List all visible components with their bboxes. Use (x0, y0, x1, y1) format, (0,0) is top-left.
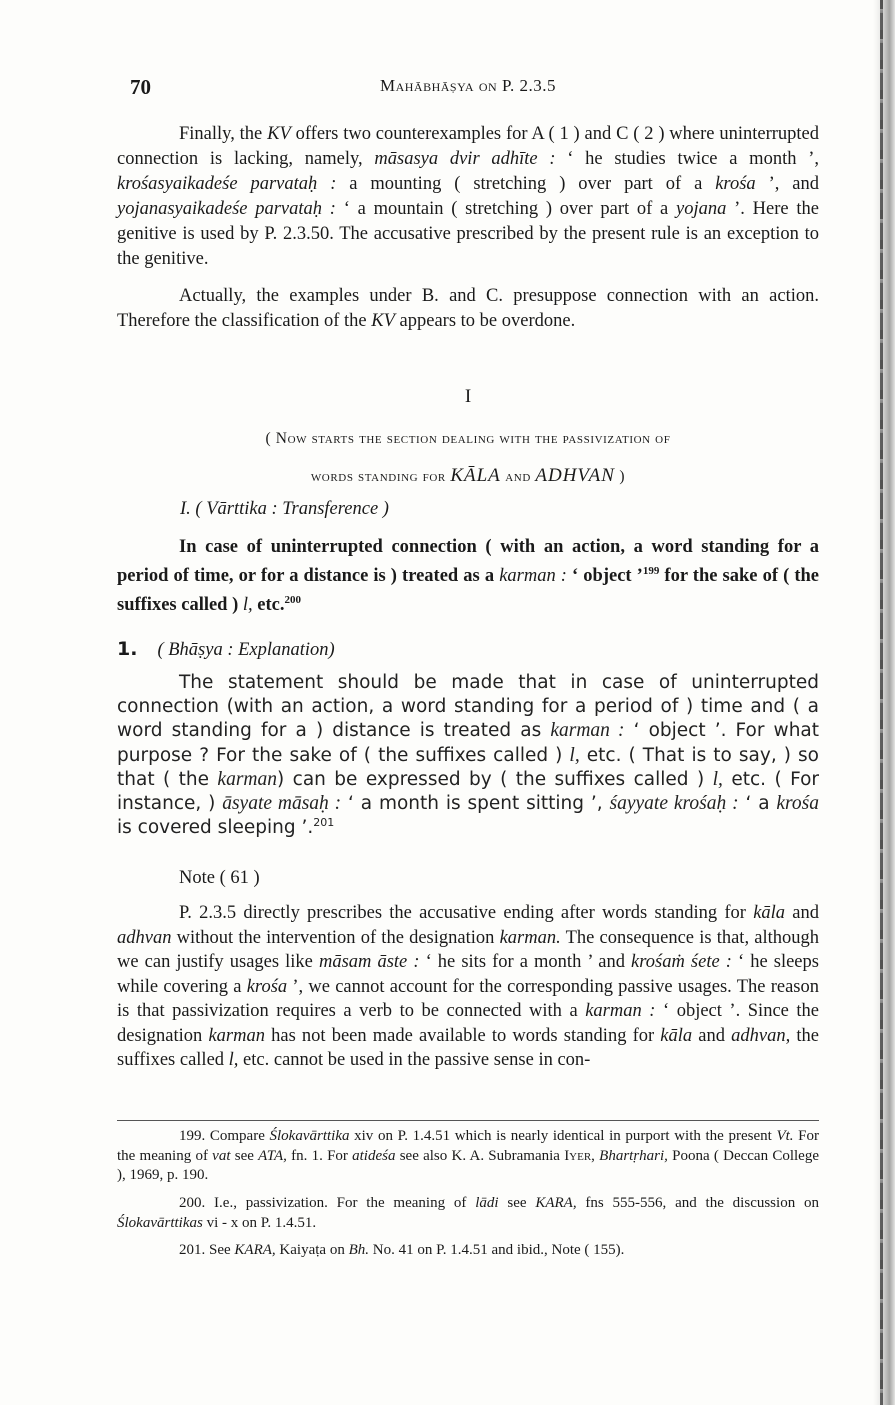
fn-italic: Bh. (348, 1242, 369, 1258)
running-title (118, 76, 818, 96)
binding-edge-line (880, 0, 883, 1405)
bhasya-example: śayyate krośaḥ : (609, 793, 739, 815)
p1-text: Finally, the (179, 124, 268, 144)
p1-term: yojana (676, 199, 727, 219)
varttika-body: etc. (252, 595, 285, 615)
fn-text: No. 41 on P. 1.4.51 and ibid., Note ( 155). (368, 1242, 625, 1258)
fn-italic: atideśa (352, 1147, 396, 1164)
note-term: adhvan (117, 927, 172, 948)
varttika-karman: karman : (499, 566, 567, 586)
section-roman-numeral: I (464, 386, 472, 407)
note-label: Note ( 61 ) (179, 868, 260, 888)
p1-text: a mounting ( stretching ) over part of a (336, 174, 716, 194)
bhasya-text: The statement should be made that in case of uninterrupted connection (with an action, a word standing for a period of ) time and ( a word standing for a ) distance is treated as (117, 672, 819, 742)
bhasya-term: l, (569, 744, 580, 766)
bhasya-term: karman (217, 768, 277, 790)
note-term: karman : (585, 1001, 656, 1021)
section-title-kala: KĀLA (450, 465, 501, 486)
note-text: ‘ object ’. Since the designation (117, 1001, 820, 1046)
note-text: and (785, 903, 819, 923)
fn-text: 200. I.e., passivization. For the meaning of (179, 1195, 476, 1211)
bhasya-text: etc. ( For instance, ) (117, 768, 819, 815)
note-paragraph (117, 901, 819, 1073)
section-title-line2 (117, 457, 819, 495)
fn-text: fn. 1. For (286, 1147, 353, 1164)
note-example: māsam āste : (318, 952, 420, 972)
note-example: krośaṁ śete : (631, 952, 732, 972)
note-text: without the intervention of the designation (171, 927, 500, 948)
section-title-adhvan: ADHVAN (535, 465, 615, 486)
footnote-ref-201[interactable]: 201 (313, 816, 335, 830)
note-text: P. 2.3.5 directly prescribes the accusative ending after words standing for (179, 903, 754, 923)
note-term: kāla (660, 1025, 693, 1046)
bhasya-label (117, 638, 335, 661)
bhasya-term: karman : (550, 720, 625, 742)
p2-text: Actually, the examples under B. and C. presuppose connection with an action. Therefore the classification of the (117, 286, 819, 331)
note-text: ’, we cannot account for the corresponding passive usages. The reason is that passivization requires a verb to be connected with a (117, 976, 819, 1021)
section-title-line1: ( Now starts the section dealing with the passivization of (265, 430, 671, 447)
bhasya-term: krośa (776, 793, 820, 815)
running-header (118, 75, 818, 101)
page-edge-shadow (873, 0, 895, 1405)
fn-italic: KARA, (535, 1195, 577, 1211)
fn-text: Poona ( Deccan College ), 1969, p. 190. (117, 1147, 819, 1183)
fn-text: xiv on P. 1.4.51 which is nearly identical in purport with the present (349, 1128, 777, 1144)
fn-text: vi - x on P. 1.4.51. (202, 1214, 317, 1231)
fn-italic: ATA, (258, 1147, 287, 1164)
note-text: ‘ he sits for a month ’ and (419, 952, 632, 972)
p1-term: krośa (715, 174, 756, 194)
note-text: the suffixes called (117, 1025, 819, 1070)
running-title-rule: P. 2.3.5 (501, 76, 557, 95)
bhasya-number: 1. (117, 638, 138, 660)
bhasya-text: ‘ object ’. For what purpose ? For the sake of ( the suffixes called ) (117, 720, 820, 766)
paragraph-classification (117, 284, 819, 334)
note-term: adhvan, (731, 1025, 791, 1046)
bhasya-explanation (117, 671, 819, 840)
varttika-label: I. ( Vārttika : Transference ) (180, 499, 389, 519)
section-title-and: and (500, 468, 536, 485)
bhasya-text: ‘ a (738, 793, 777, 815)
p1-text: ’, and (755, 174, 819, 194)
bhasya-example: āsyate māsaḥ : (222, 793, 342, 815)
p1-text: offers two counterexamples for A ( 1 ) and C ( 2 ) where uninterrupted connection is lacking, namely, (117, 124, 819, 169)
fn-text: Kaiyaṭa on (275, 1242, 349, 1258)
footnote-200 (117, 1194, 819, 1233)
p1-example: māsasya dvir adhīte : (374, 149, 556, 169)
fn-text: see (498, 1195, 536, 1211)
fn-text: 201. See (179, 1242, 235, 1258)
varttika-body: ‘ object ’ (566, 566, 643, 586)
footnote-ref-200[interactable]: 200 (284, 593, 301, 606)
note-term: karman. (499, 927, 561, 948)
fn-italic: Ślokavārttikas (117, 1214, 203, 1231)
bhasya-text: is covered sleeping ’. (117, 817, 314, 839)
varttika-l: l, (242, 595, 253, 615)
fn-italic: vat (212, 1147, 231, 1164)
note-term: karman (208, 1025, 265, 1046)
note-text: etc. cannot be used in the passive sense in con- (238, 1050, 591, 1070)
section-title (117, 420, 819, 495)
p1-text: ‘ he studies twice a month ’, (555, 149, 819, 169)
bhasya-text: etc. ( That is to say, ) so that ( the (117, 744, 819, 790)
fn-text: For the meaning of (117, 1128, 820, 1164)
section-title-words: words standing for (310, 468, 451, 485)
footnote-ref-199[interactable]: 199 (642, 564, 660, 577)
fn-italic: Ślokavārttika (269, 1128, 350, 1144)
running-title-main: Mahābhāṣya on (379, 76, 498, 95)
section-title-close: ) (614, 468, 626, 485)
fn-author: Iyer, (564, 1147, 595, 1164)
fn-text: fns 555-556, and the discussion on (576, 1195, 819, 1211)
fn-text: see (230, 1147, 259, 1164)
bhasya-title: ( Bhāṣya : Explanation) (157, 640, 335, 660)
fn-italic: lādi (475, 1195, 499, 1211)
varttika-body: for the sake of ( the suffixes called ) (117, 566, 820, 615)
p1-text: ’. Here the genitive is used by P. 2.3.50. The accusative prescribed by the present rule is an exception to the genitive. (117, 199, 819, 269)
fn-italic: Bhartṛhari, (599, 1147, 668, 1164)
footnote-201 (117, 1241, 819, 1261)
bhasya-text: ‘ a month is spent sitting ’, (341, 793, 610, 815)
footnote-199 (117, 1127, 819, 1186)
bhasya-term: l, (712, 768, 723, 790)
page-number: 70 (130, 75, 151, 99)
note-term: l, (228, 1050, 239, 1070)
fn-text: 199. Compare (179, 1128, 270, 1144)
p1-example: yojanasyaikadeśe parvataḥ : (117, 199, 336, 219)
varttika-body: In case of uninterrupted connection ( with an action, a word standing for a period of time, or for a distance is ) treated as a (117, 537, 819, 586)
note-text: has not been made available to words standing for (264, 1025, 661, 1046)
fn-italic: Vt. (776, 1128, 794, 1144)
paragraph-counterexamples (117, 122, 819, 272)
footnote-divider (117, 1120, 819, 1121)
bhasya-text: ) can be expressed by ( the suffixes called ) (277, 768, 713, 790)
p2-text: appears to be overdone. (394, 311, 576, 331)
fn-italic: KARA, (234, 1242, 276, 1258)
note-text: The consequence is that, although we can justify usages like (117, 927, 819, 972)
note-term: krośa (246, 976, 288, 997)
note-text: and (692, 1025, 732, 1046)
note-text: ‘ he sleeps while covering a (117, 952, 819, 997)
fn-text: see also K. A. Subramania (395, 1147, 565, 1164)
varttika-text (117, 533, 819, 620)
p2-kv: KV (371, 311, 395, 331)
p1-example: krośasyaikadeśe parvataḥ : (117, 174, 337, 194)
note-term: kāla (753, 903, 786, 923)
p1-text: ‘ a mountain ( stretching ) over part of a (335, 199, 677, 219)
p1-kv: KV (267, 124, 291, 144)
